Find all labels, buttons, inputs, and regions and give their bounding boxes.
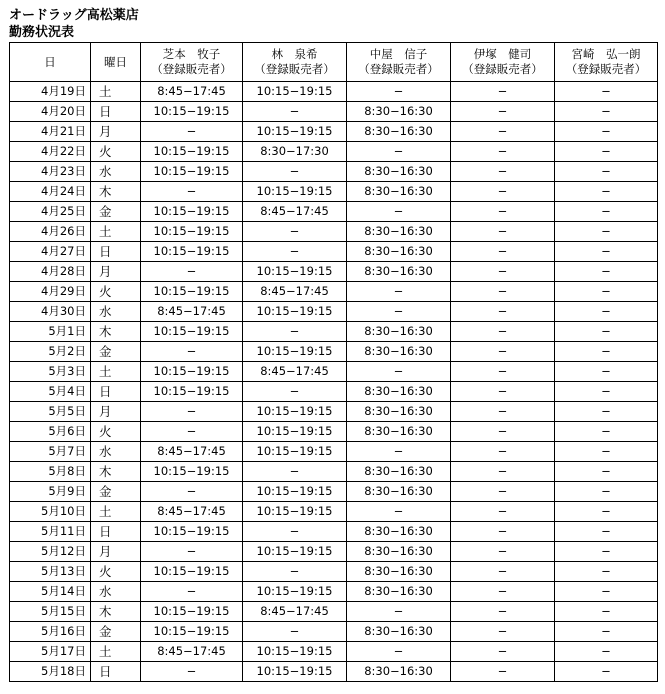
shift-cell: − — [141, 402, 243, 422]
weekday-cell: 月 — [91, 402, 141, 422]
shift-cell: − — [555, 422, 658, 442]
date-cell: 4月24日 — [10, 182, 91, 202]
shift-cell: − — [555, 642, 658, 662]
table-row — [10, 442, 658, 462]
shift-cell: − — [451, 582, 555, 602]
date-cell: 5月6日 — [10, 422, 91, 442]
table-row — [10, 482, 658, 502]
header-staff-1 — [141, 43, 243, 82]
weekday-cell: 土 — [91, 642, 141, 662]
shift-cell: − — [451, 542, 555, 562]
shift-cell: − — [451, 622, 555, 642]
table-row — [10, 142, 658, 162]
date-cell: 5月18日 — [10, 662, 91, 682]
shift-cell: 8:45−17:45 — [141, 502, 243, 522]
shift-cell: − — [451, 362, 555, 382]
staff-name: 林 泉希 — [271, 47, 318, 61]
weekday-cell: 金 — [91, 482, 141, 502]
date-cell: 5月12日 — [10, 542, 91, 562]
shift-cell: − — [451, 402, 555, 422]
shift-cell: − — [451, 162, 555, 182]
shift-cell: − — [243, 562, 347, 582]
date-cell: 4月22日 — [10, 142, 91, 162]
date-cell: 5月9日 — [10, 482, 91, 502]
shift-cell: − — [141, 582, 243, 602]
date-cell: 4月27日 — [10, 242, 91, 262]
shift-cell: − — [347, 602, 451, 622]
table-row — [10, 462, 658, 482]
weekday-cell: 日 — [91, 662, 141, 682]
shift-cell: − — [347, 502, 451, 522]
shift-cell: − — [555, 102, 658, 122]
table-row — [10, 522, 658, 542]
table-row — [10, 582, 658, 602]
date-cell: 5月15日 — [10, 602, 91, 622]
staff-role: （登録販売者） — [254, 62, 335, 76]
shift-cell: 8:45−17:45 — [141, 302, 243, 322]
shift-cell: − — [243, 622, 347, 642]
weekday-cell: 金 — [91, 622, 141, 642]
weekday-cell: 火 — [91, 562, 141, 582]
weekday-cell: 木 — [91, 462, 141, 482]
shift-cell: 8:45−17:45 — [141, 642, 243, 662]
shift-cell: 10:15−19:15 — [141, 322, 243, 342]
shift-cell: − — [141, 542, 243, 562]
shift-cell: − — [141, 182, 243, 202]
shift-cell: − — [451, 602, 555, 622]
shift-cell: 8:30−16:30 — [347, 342, 451, 362]
shift-cell: 8:30−16:30 — [347, 182, 451, 202]
weekday-cell: 日 — [91, 382, 141, 402]
shift-cell: 8:45−17:45 — [243, 602, 347, 622]
weekday-cell: 水 — [91, 582, 141, 602]
schedule-title: 勤務状況表 — [9, 25, 75, 40]
shift-cell: − — [555, 182, 658, 202]
header-staff-4 — [451, 43, 555, 82]
table-row — [10, 322, 658, 342]
table-row — [10, 422, 658, 442]
table-row — [10, 602, 658, 622]
shift-cell: − — [141, 422, 243, 442]
shift-cell: − — [141, 482, 243, 502]
shift-cell: 10:15−19:15 — [243, 442, 347, 462]
weekday-cell: 火 — [91, 422, 141, 442]
table-row — [10, 362, 658, 382]
shift-cell: − — [555, 402, 658, 422]
shift-cell: − — [555, 662, 658, 682]
date-cell: 5月11日 — [10, 522, 91, 542]
shift-cell: − — [555, 142, 658, 162]
date-cell: 5月1日 — [10, 322, 91, 342]
shift-cell: − — [451, 422, 555, 442]
shift-cell: − — [555, 222, 658, 242]
staff-role: （登録販売者） — [462, 62, 543, 76]
shift-cell: − — [555, 282, 658, 302]
shift-cell: − — [555, 482, 658, 502]
table-row — [10, 222, 658, 242]
weekday-cell: 日 — [91, 102, 141, 122]
shift-cell: − — [555, 582, 658, 602]
shift-cell: − — [451, 482, 555, 502]
shift-cell: 10:15−19:15 — [243, 482, 347, 502]
shift-cell: − — [243, 322, 347, 342]
shift-cell: − — [451, 322, 555, 342]
shift-cell: 10:15−19:15 — [141, 562, 243, 582]
shift-cell: − — [555, 242, 658, 262]
header-staff-2 — [243, 43, 347, 82]
shift-cell: 10:15−19:15 — [141, 602, 243, 622]
weekday-cell: 木 — [91, 322, 141, 342]
shift-cell: − — [347, 442, 451, 462]
weekday-cell: 木 — [91, 182, 141, 202]
table-row — [10, 502, 658, 522]
weekday-cell: 土 — [91, 362, 141, 382]
shift-cell: 8:30−16:30 — [347, 242, 451, 262]
shift-cell: 8:30−16:30 — [347, 542, 451, 562]
date-cell: 5月5日 — [10, 402, 91, 422]
table-row — [10, 542, 658, 562]
table-row — [10, 342, 658, 362]
date-cell: 5月8日 — [10, 462, 91, 482]
shift-cell: − — [451, 662, 555, 682]
date-cell: 5月10日 — [10, 502, 91, 522]
shift-cell: − — [555, 122, 658, 142]
date-cell: 4月20日 — [10, 102, 91, 122]
shift-cell: − — [347, 282, 451, 302]
weekday-cell: 水 — [91, 162, 141, 182]
shift-cell: − — [555, 502, 658, 522]
shift-cell: − — [555, 162, 658, 182]
shift-cell: − — [451, 282, 555, 302]
shift-cell: − — [451, 342, 555, 362]
shift-cell: − — [347, 142, 451, 162]
shift-cell: 8:30−16:30 — [347, 162, 451, 182]
shift-cell: − — [141, 662, 243, 682]
table-row — [10, 262, 658, 282]
weekday-cell: 水 — [91, 442, 141, 462]
date-cell: 5月13日 — [10, 562, 91, 582]
shift-cell: − — [451, 182, 555, 202]
shift-cell: − — [451, 102, 555, 122]
date-cell: 5月4日 — [10, 382, 91, 402]
shift-cell: 10:15−19:15 — [141, 282, 243, 302]
shift-cell: − — [555, 602, 658, 622]
shift-cell: − — [451, 262, 555, 282]
shift-cell: 10:15−19:15 — [141, 222, 243, 242]
shift-cell: 8:30−17:30 — [243, 142, 347, 162]
date-cell: 4月28日 — [10, 262, 91, 282]
shift-cell: 10:15−19:15 — [243, 302, 347, 322]
shift-cell: 8:30−16:30 — [347, 462, 451, 482]
weekday-cell: 土 — [91, 82, 141, 102]
header-date: 日 — [10, 43, 91, 82]
shift-cell: 8:30−16:30 — [347, 222, 451, 242]
shift-cell: 10:15−19:15 — [141, 362, 243, 382]
table-row — [10, 282, 658, 302]
table-row — [10, 622, 658, 642]
date-cell: 4月30日 — [10, 302, 91, 322]
shift-cell: − — [555, 302, 658, 322]
staff-role: （登録販売者） — [358, 62, 439, 76]
shift-cell: 8:30−16:30 — [347, 622, 451, 642]
shift-cell: 10:15−19:15 — [243, 422, 347, 442]
table-row — [10, 242, 658, 262]
date-cell: 5月2日 — [10, 342, 91, 362]
shift-cell: 8:45−17:45 — [243, 202, 347, 222]
shift-cell: − — [555, 262, 658, 282]
shift-cell: 8:30−16:30 — [347, 522, 451, 542]
weekday-cell: 火 — [91, 142, 141, 162]
shift-cell: − — [555, 442, 658, 462]
weekday-cell: 月 — [91, 122, 141, 142]
shift-cell: − — [555, 562, 658, 582]
table-row — [10, 642, 658, 662]
shift-cell: 8:30−16:30 — [347, 582, 451, 602]
table-row — [10, 662, 658, 682]
shift-cell: 10:15−19:15 — [243, 122, 347, 142]
shift-cell: − — [555, 462, 658, 482]
shift-cell: − — [451, 562, 555, 582]
date-cell: 5月14日 — [10, 582, 91, 602]
table-row — [10, 102, 658, 122]
shift-cell: − — [555, 542, 658, 562]
weekday-cell: 土 — [91, 222, 141, 242]
date-cell: 4月23日 — [10, 162, 91, 182]
shift-cell: − — [555, 622, 658, 642]
shift-cell: 8:30−16:30 — [347, 102, 451, 122]
shift-cell: − — [555, 342, 658, 362]
date-cell: 5月7日 — [10, 442, 91, 462]
shift-cell: 8:30−16:30 — [347, 122, 451, 142]
shift-cell: − — [141, 122, 243, 142]
shift-cell: − — [141, 262, 243, 282]
date-cell: 4月19日 — [10, 82, 91, 102]
shift-cell: − — [451, 302, 555, 322]
shift-cell: − — [555, 362, 658, 382]
shift-cell: 10:15−19:15 — [141, 382, 243, 402]
shift-cell: − — [451, 522, 555, 542]
shift-cell: 8:30−16:30 — [347, 482, 451, 502]
date-cell: 4月26日 — [10, 222, 91, 242]
shift-cell: 8:30−16:30 — [347, 262, 451, 282]
shift-cell: − — [347, 362, 451, 382]
header-row — [10, 43, 658, 82]
weekday-cell: 水 — [91, 302, 141, 322]
shift-cell: − — [243, 462, 347, 482]
date-cell: 4月21日 — [10, 122, 91, 142]
shift-cell: 8:30−16:30 — [347, 402, 451, 422]
shift-cell: 10:15−19:15 — [243, 642, 347, 662]
shift-cell: − — [451, 142, 555, 162]
weekday-cell: 日 — [91, 522, 141, 542]
shift-cell: − — [555, 202, 658, 222]
shift-cell: 10:15−19:15 — [141, 622, 243, 642]
shift-cell: 10:15−19:15 — [141, 102, 243, 122]
shift-cell: − — [243, 222, 347, 242]
shift-cell: 10:15−19:15 — [243, 502, 347, 522]
date-cell: 4月25日 — [10, 202, 91, 222]
date-cell: 5月17日 — [10, 642, 91, 662]
shift-cell: 8:30−16:30 — [347, 422, 451, 442]
staff-role: （登録販売者） — [565, 62, 647, 76]
weekday-cell: 月 — [91, 262, 141, 282]
shift-cell: 8:30−16:30 — [347, 562, 451, 582]
table-row — [10, 122, 658, 142]
shift-rows — [10, 82, 658, 682]
weekday-cell: 木 — [91, 602, 141, 622]
weekday-cell: 土 — [91, 502, 141, 522]
shift-cell: 10:15−19:15 — [243, 82, 347, 102]
shift-cell: 10:15−19:15 — [141, 522, 243, 542]
shift-cell: 10:15−19:15 — [243, 402, 347, 422]
shift-cell: 10:15−19:15 — [243, 182, 347, 202]
staff-name: 芝本 牧子 — [162, 47, 221, 61]
table-row — [10, 562, 658, 582]
shift-cell: − — [347, 302, 451, 322]
weekday-cell: 金 — [91, 342, 141, 362]
shift-cell: − — [555, 382, 658, 402]
shift-cell: − — [243, 242, 347, 262]
table-row — [10, 202, 658, 222]
shift-cell: − — [451, 382, 555, 402]
shift-cell: 8:30−16:30 — [347, 382, 451, 402]
shift-cell: 10:15−19:15 — [141, 202, 243, 222]
table-row — [10, 182, 658, 202]
shift-cell: 10:15−19:15 — [243, 582, 347, 602]
shift-cell: − — [243, 522, 347, 542]
header-staff-3 — [347, 43, 451, 82]
shift-cell: − — [243, 102, 347, 122]
shift-cell: − — [451, 202, 555, 222]
staff-role: （登録販売者） — [151, 62, 232, 76]
shift-cell: 10:15−19:15 — [243, 542, 347, 562]
shift-cell: − — [451, 502, 555, 522]
shift-cell: − — [555, 322, 658, 342]
shift-cell: − — [451, 122, 555, 142]
weekday-cell: 月 — [91, 542, 141, 562]
shift-cell: − — [555, 82, 658, 102]
shift-cell: 10:15−19:15 — [141, 462, 243, 482]
shift-cell: 10:15−19:15 — [141, 142, 243, 162]
shift-cell: − — [451, 462, 555, 482]
shift-cell: − — [451, 642, 555, 662]
staff-name: 伊塚 健司 — [473, 47, 532, 61]
shift-cell: 8:45−17:45 — [141, 82, 243, 102]
shift-cell: 8:30−16:30 — [347, 662, 451, 682]
shift-cell: 10:15−19:15 — [243, 262, 347, 282]
shift-cell: 8:45−17:45 — [243, 362, 347, 382]
shift-cell: − — [243, 162, 347, 182]
store-name: オードラッグ高松薬店 — [9, 8, 139, 23]
table-row — [10, 302, 658, 322]
shift-table — [9, 42, 658, 682]
staff-name: 中屋 信子 — [369, 47, 428, 61]
shift-cell: 8:45−17:45 — [243, 282, 347, 302]
shift-cell: 8:45−17:45 — [141, 442, 243, 462]
shift-cell: 10:15−19:15 — [141, 242, 243, 262]
header-weekday: 曜日 — [91, 43, 141, 82]
staff-name: 宮崎 弘一朗 — [571, 47, 641, 61]
table-row — [10, 162, 658, 182]
table-row — [10, 382, 658, 402]
table-row — [10, 82, 658, 102]
shift-cell: − — [347, 82, 451, 102]
shift-cell: − — [555, 522, 658, 542]
shift-cell: − — [243, 382, 347, 402]
shift-cell: 10:15−19:15 — [141, 162, 243, 182]
shift-cell: − — [451, 82, 555, 102]
header-staff-5 — [555, 43, 658, 82]
shift-cell: − — [347, 642, 451, 662]
date-cell: 4月29日 — [10, 282, 91, 302]
shift-cell: − — [347, 202, 451, 222]
shift-cell: − — [141, 342, 243, 362]
weekday-cell: 日 — [91, 242, 141, 262]
shift-cell: − — [451, 242, 555, 262]
weekday-cell: 火 — [91, 282, 141, 302]
weekday-cell: 金 — [91, 202, 141, 222]
shift-cell: 10:15−19:15 — [243, 662, 347, 682]
shift-cell: 8:30−16:30 — [347, 322, 451, 342]
date-cell: 5月3日 — [10, 362, 91, 382]
table-row — [10, 402, 658, 422]
shift-cell: 10:15−19:15 — [243, 342, 347, 362]
date-cell: 5月16日 — [10, 622, 91, 642]
shift-cell: − — [451, 222, 555, 242]
shift-cell: − — [451, 442, 555, 462]
